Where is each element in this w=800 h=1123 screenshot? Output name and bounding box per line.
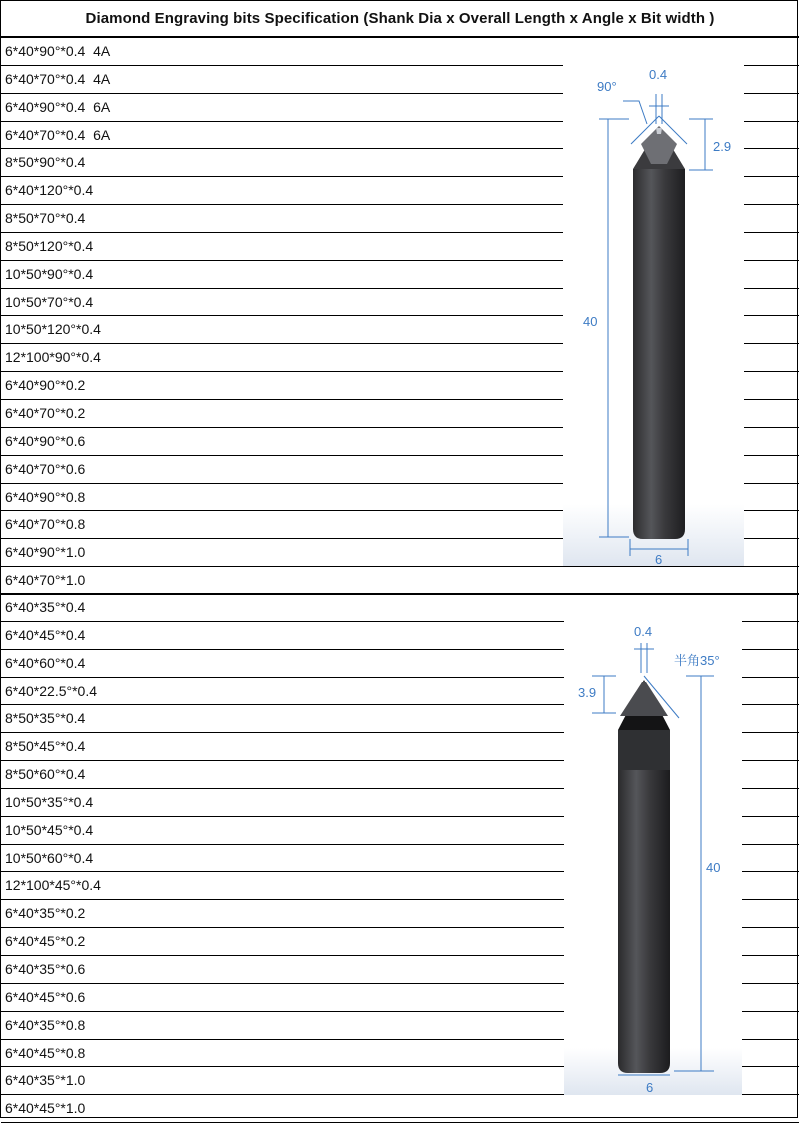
spec-row: 6*40*70°*0.6	[1, 456, 799, 484]
spec-row: 6*40*120°*0.4	[1, 177, 799, 205]
spec-row: 8*50*45°*0.4	[1, 733, 799, 761]
spec-row: 6*40*70°*0.4 4A	[1, 66, 799, 94]
tip-length-label: 2.9	[713, 139, 732, 154]
spec-row: 6*40*35°*0.4	[1, 594, 799, 622]
spec-row: 12*100*90°*0.4	[1, 344, 799, 372]
angle-label: 90°	[597, 79, 617, 94]
spec-row: 6*40*90°*0.6	[1, 428, 799, 456]
half-angle-label: 半角35°	[674, 653, 720, 668]
spec-row: 6*40*45°*1.0	[1, 1095, 799, 1123]
spec-row: 6*40*35°*0.6	[1, 956, 799, 984]
spec-row: 6*40*70°*0.2	[1, 400, 799, 428]
spec-row: 6*40*90°*0.2	[1, 372, 799, 400]
overall-length-label: 40	[583, 314, 598, 329]
v-bit-diagram	[563, 64, 744, 566]
spec-row: 6*40*22.5°*0.4	[1, 678, 799, 706]
spec-row: 10*50*120°*0.4	[1, 316, 799, 344]
spec-row: 10*50*35°*0.4	[1, 789, 799, 817]
shank	[633, 169, 685, 539]
spec-row: 10*50*60°*0.4	[1, 845, 799, 873]
spec-row: 6*40*45°*0.2	[1, 928, 799, 956]
spec-row: 10*50*70°*0.4	[1, 289, 799, 317]
spec-row: 6*40*70°*0.4 6A	[1, 122, 799, 150]
spec-row: 6*40*90°*0.4 4A	[1, 38, 799, 66]
shank	[618, 730, 670, 1073]
spec-row: 6*40*45°*0.4	[1, 622, 799, 650]
spec-row: 8*50*60°*0.4	[1, 761, 799, 789]
spec-row: 10*50*90°*0.4	[1, 261, 799, 289]
shank-dia-label: 6	[655, 552, 663, 566]
tip-edge	[656, 128, 662, 134]
overall-length-label: 40	[706, 860, 721, 875]
spec-row: 6*40*90°*0.4 6A	[1, 94, 799, 122]
spec-row: 6*40*45°*0.6	[1, 984, 799, 1012]
spec-row: 8*50*35°*0.4	[1, 705, 799, 733]
spec-row: 6*40*35°*1.0	[1, 1067, 799, 1095]
shank-dia-label: 6	[646, 1080, 654, 1095]
tip-length-label: 3.9	[578, 685, 597, 700]
spec-row: 8*50*70°*0.4	[1, 205, 799, 233]
pointed-bit-diagram	[564, 618, 742, 1095]
spec-row: 6*40*45°*0.8	[1, 1040, 799, 1068]
page-title: Diamond Engraving bits Specification (Shank Dia x Overall Length x Angle x Bit width )	[1, 1, 799, 38]
spec-row: 6*40*70°*0.8	[1, 511, 799, 539]
collar	[618, 730, 670, 770]
tip-width-label: 0.4	[634, 624, 653, 639]
spec-row: 6*40*60°*0.4	[1, 650, 799, 678]
spec-row: 6*40*35°*0.8	[1, 1012, 799, 1040]
spec-row: 8*50*120°*0.4	[1, 233, 799, 261]
spec-row: 8*50*90°*0.4	[1, 149, 799, 177]
spec-row: 6*40*90°*1.0	[1, 539, 799, 567]
spec-row: 10*50*45°*0.4	[1, 817, 799, 845]
tip-width-label: 0.4	[649, 67, 668, 82]
spec-row: 6*40*90°*0.8	[1, 484, 799, 512]
angle-leader	[623, 101, 647, 124]
tip-facet	[620, 682, 668, 716]
spec-row: 6*40*70°*1.0	[1, 567, 799, 595]
spec-row: 12*100*45°*0.4	[1, 872, 799, 900]
spec-row: 6*40*35°*0.2	[1, 900, 799, 928]
